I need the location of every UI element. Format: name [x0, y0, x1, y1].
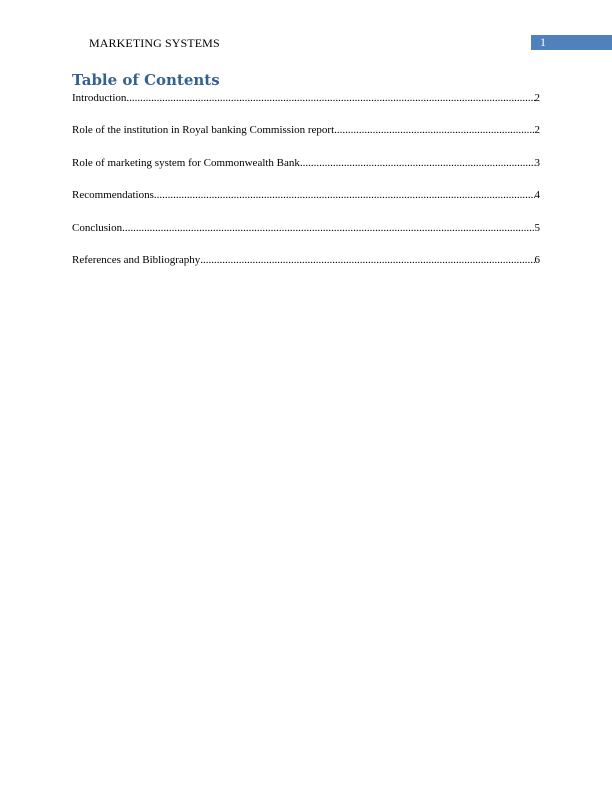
toc-entry-role-institution[interactable] — [72, 123, 540, 137]
toc-entry-label: Introduction — [72, 92, 127, 104]
toc-entry-page: 3 — [534, 156, 540, 169]
toc-entry-introduction[interactable] — [72, 91, 540, 105]
toc-entry-recommendations[interactable] — [72, 188, 540, 202]
toc-entry-page: 5 — [534, 221, 540, 234]
toc-list — [72, 91, 540, 285]
toc-heading: Table of Contents — [72, 71, 220, 89]
toc-entry-conclusion[interactable] — [72, 221, 540, 235]
toc-dot-leader — [126, 91, 534, 105]
toc-dot-leader — [300, 156, 535, 170]
toc-entry-label: References and Bibliography — [72, 253, 201, 266]
toc-entry-page: 4 — [534, 189, 540, 202]
toc-entry-references[interactable] — [72, 253, 540, 267]
toc-entry-role-marketing-system[interactable] — [72, 156, 540, 170]
toc-entry-label: Role of marketing system for Commonwealth Bank — [72, 156, 300, 169]
toc-entry-page: 2 — [534, 124, 540, 137]
toc-entry-label: Recommendations — [72, 189, 154, 202]
toc-entry-page: 6 — [534, 253, 540, 266]
toc-entry-label: Conclusion — [72, 221, 123, 234]
toc-dot-leader — [122, 221, 534, 235]
toc-dot-leader — [154, 188, 535, 202]
toc-dot-leader — [334, 123, 534, 137]
page-number: 1 — [540, 35, 546, 49]
toc-dot-leader — [200, 253, 534, 267]
running-header-title: MARKETING SYSTEMS — [89, 36, 220, 50]
page-number-badge — [531, 35, 612, 50]
toc-entry-label: Role of the institution in Royal banking Commission report — [72, 124, 335, 137]
toc-entry-page: 2 — [534, 92, 540, 104]
